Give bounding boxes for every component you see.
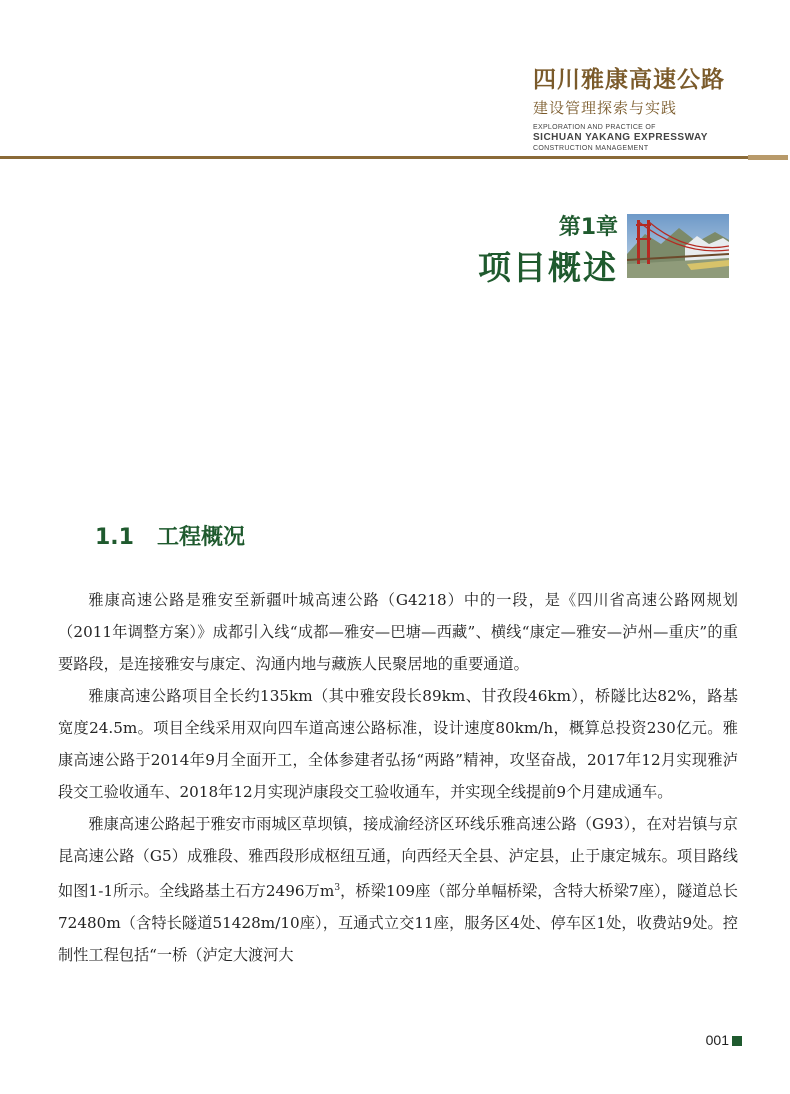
book-title-en-line3: CONSTRUCTION MANAGEMENT — [533, 145, 649, 152]
paragraph-text: ，桥梁109座（部分单幅桥梁，含特大桥梁7座），隧道总长72480m（含特长隧道51428m/10座），互通式立交11座，服务区4处、停车区1处，收费站9处。控制性工程包括“一桥（泸定大渡河大 — [58, 882, 738, 965]
paragraph-text: 雅康高速公路起于雅安市雨城区草坝镇，接成渝经济区环线乐雅高速公路（G93），在对岩镇与京昆高速公路（G5）成雅段、雅西段形成枢纽互通，向西经天全县、泸定县，止于康定城东。项目路线如图1-1所示。全线路基土石方2496万m — [58, 815, 738, 901]
header-rule-accent — [748, 155, 788, 160]
book-title: 四川雅康高速公路 — [533, 67, 725, 93]
header-rule — [0, 156, 748, 159]
chapter-number: 第1章 — [558, 215, 618, 240]
paragraph: 雅康高速公路项目全长约135km（其中雅安段长89km、甘孜段46km），桥隧比达82%，路基宽度24.5m。项目全线采用双向四车道高速公路标准，设计速度80km/h，概算总投资230亿元。雅康高速公路于2014年9月全面开工，全体参建者弘扬“两路”精神，攻坚奋战，2017年12月实现雅泸段交工验收通车、2018年12月实现泸康段交工验收通车，并实现全线提前9个月建成通车。 — [58, 687, 738, 801]
body-text — [58, 584, 738, 971]
superscript: 3 — [334, 883, 341, 893]
chapter-bridge-photo — [627, 214, 729, 278]
page-number-text: 001 — [705, 1032, 729, 1048]
paragraph: 雅康高速公路是雅安至新疆叶城高速公路（G4218）中的一段，是《四川省高速公路网规划（2011年调整方案）》成都引入线“成都—雅安—巴塘—西藏”、横线“康定—雅安—泸州—重庆”的重要路段，是连接雅安与康定、沟通内地与藏族人民聚居地的重要通道。 — [58, 591, 738, 673]
section-heading — [95, 520, 245, 551]
paragraph — [58, 808, 738, 971]
book-brand — [533, 66, 748, 152]
chapter-title: 项目概述 — [478, 248, 618, 287]
section-title: 工程概况 — [157, 525, 246, 550]
page-number-marker — [732, 1036, 742, 1046]
section-number: 1.1 — [95, 525, 134, 550]
book-title-en-line1: EXPLORATION AND PRACTICE OF — [533, 124, 656, 131]
book-subtitle: 建设管理探索与实践 — [533, 99, 678, 117]
page-number — [706, 1032, 742, 1048]
book-title-en-line2: SICHUAN YAKANG EXPRESSWAY — [533, 132, 708, 143]
